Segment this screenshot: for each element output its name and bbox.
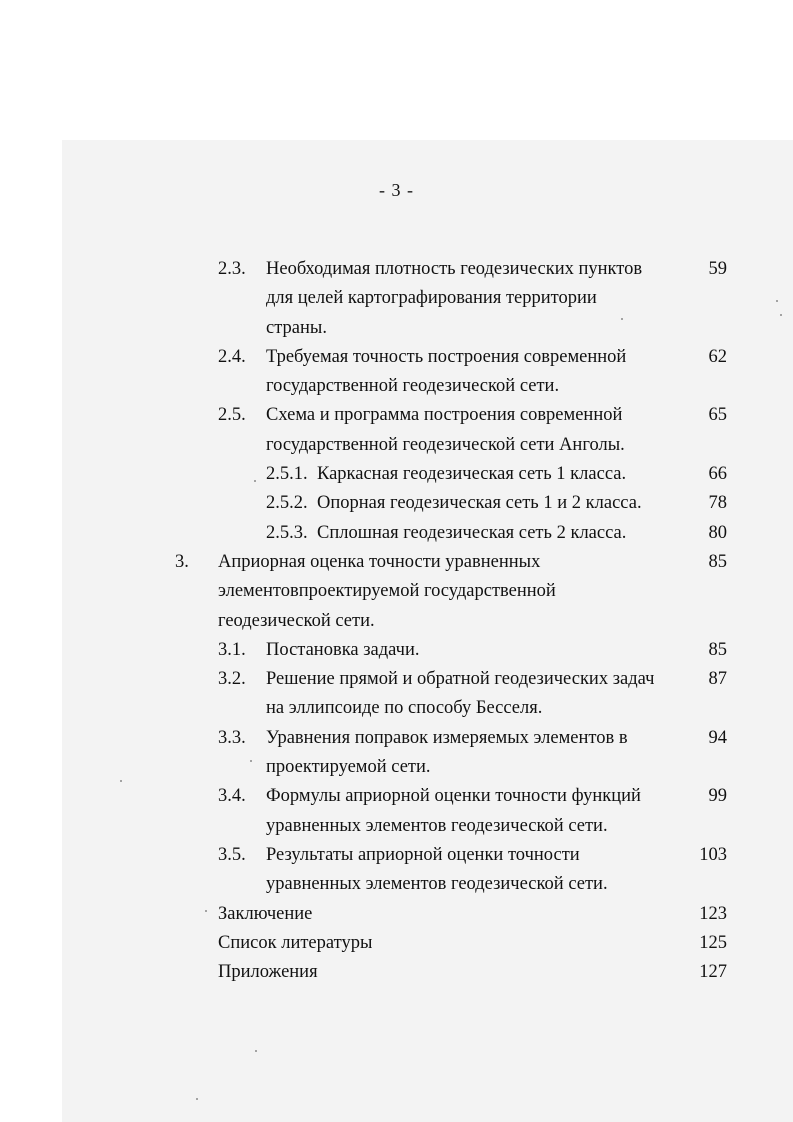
toc-entry-text: Результаты априорной оценки точности bbox=[266, 844, 580, 865]
toc-entry-text: геодезической сети. bbox=[218, 610, 375, 631]
toc-entry-text: Заключение bbox=[218, 903, 313, 924]
toc-entry-number: 2.5.3. bbox=[266, 522, 308, 543]
toc-entry-text: государственной геодезической сети. bbox=[266, 376, 560, 397]
toc-entry-number: 3.1. bbox=[218, 639, 246, 660]
toc-entry-text: Априорная оценка точности уравненных bbox=[218, 551, 541, 572]
toc-entry-number: 2.3. bbox=[218, 259, 246, 279]
toc-entry-3-2 bbox=[0, 665, 793, 724]
toc-entry-page: 85 bbox=[708, 551, 727, 572]
toc-entry-page: 127 bbox=[699, 962, 727, 983]
toc-entry-page: 62 bbox=[708, 346, 727, 367]
toc-entry-text: страны. bbox=[266, 317, 327, 338]
toc-entry-3-5 bbox=[0, 841, 793, 900]
toc-entry-2-4 bbox=[0, 343, 793, 402]
toc-entry-number: 3.4. bbox=[218, 786, 246, 807]
scan-speck bbox=[255, 1050, 257, 1052]
toc-entry-number: 3.2. bbox=[218, 669, 246, 690]
toc-entry-text: Уравнения поправок измеряемых элементов в bbox=[266, 727, 628, 748]
toc-entry-conclusion bbox=[0, 900, 793, 929]
toc-entry-page: 123 bbox=[699, 903, 727, 924]
toc-entry-page: 85 bbox=[708, 639, 727, 660]
toc-entry-page: 65 bbox=[708, 405, 727, 426]
toc-entry-text: Формулы априорной оценки точности функций bbox=[266, 786, 641, 807]
scan-speck bbox=[621, 318, 623, 320]
toc-entry-page: 94 bbox=[708, 727, 727, 748]
toc-entry-page: 87 bbox=[708, 669, 727, 690]
toc-entry-number: 3. bbox=[175, 551, 189, 572]
toc-entry-text: государственной геодезической сети Анголы. bbox=[266, 434, 625, 455]
page-number: - 3 - bbox=[379, 180, 414, 200]
toc-entry-2-5-2 bbox=[0, 489, 793, 518]
toc-entry-number: 2.5.1. bbox=[266, 464, 308, 485]
toc-entry-number: 3.3. bbox=[218, 727, 246, 748]
toc-entry-3-4 bbox=[0, 782, 793, 841]
toc-entry-text: Постановка задачи. bbox=[266, 639, 420, 660]
toc-entry-text: Необходимая плотность геодезических пунктов bbox=[266, 259, 643, 279]
toc-entry-appendices bbox=[0, 958, 793, 987]
toc-entry-text: Схема и программа построения современной bbox=[266, 405, 623, 426]
toc-entry-2-3 bbox=[0, 255, 793, 343]
toc-entry-page: 66 bbox=[708, 464, 727, 485]
toc-entry-page: 99 bbox=[708, 786, 727, 807]
toc-entry-page: 80 bbox=[708, 522, 727, 543]
table-of-contents bbox=[0, 255, 793, 987]
toc-entry-text: элементовпроектируемой государственной bbox=[218, 581, 556, 602]
scan-speck bbox=[254, 480, 256, 482]
toc-entry-page: 78 bbox=[708, 493, 727, 514]
toc-entry-3-1 bbox=[0, 636, 793, 665]
scan-speck bbox=[250, 760, 252, 762]
toc-entry-2-5-3 bbox=[0, 519, 793, 548]
toc-entry-3 bbox=[0, 548, 793, 636]
toc-entry-text: Список литературы bbox=[218, 932, 373, 953]
toc-entry-text: Приложения bbox=[218, 962, 318, 983]
scan-speck bbox=[205, 910, 207, 912]
toc-entry-text: на эллипсоиде по способу Бесселя. bbox=[266, 698, 543, 719]
toc-entry-references bbox=[0, 929, 793, 958]
toc-entry-2-5 bbox=[0, 401, 793, 460]
toc-entry-page: 59 bbox=[708, 259, 727, 279]
scan-speck bbox=[780, 314, 782, 316]
toc-entry-number: 2.5.2. bbox=[266, 493, 308, 514]
toc-entry-number: 2.4. bbox=[218, 346, 246, 367]
toc-entry-text: для целей картографирования территории bbox=[266, 288, 597, 309]
toc-entry-3-3 bbox=[0, 724, 793, 783]
toc-entry-text: уравненных элементов геодезической сети. bbox=[266, 874, 608, 895]
toc-entry-2-5-1 bbox=[0, 460, 793, 489]
toc-entry-number: 3.5. bbox=[218, 844, 246, 865]
toc-entry-text: Сплошная геодезическая сеть 2 класса. bbox=[317, 522, 627, 543]
toc-entry-text: Требуемая точность построения современной bbox=[266, 346, 627, 367]
toc-entry-text: Опорная геодезическая сеть 1 и 2 класса. bbox=[317, 493, 642, 514]
toc-entry-number: 2.5. bbox=[218, 405, 246, 426]
toc-entry-page: 103 bbox=[699, 844, 727, 865]
toc-entry-text: уравненных элементов геодезической сети. bbox=[266, 815, 608, 836]
scan-speck bbox=[776, 300, 778, 302]
scan-speck bbox=[196, 1098, 198, 1100]
toc-entry-page: 125 bbox=[699, 932, 727, 953]
toc-entry-text: проектируемой сети. bbox=[266, 757, 431, 778]
toc-entry-text: Решение прямой и обратной геодезических задач bbox=[266, 669, 655, 690]
toc-entry-text: Каркасная геодезическая сеть 1 класса. bbox=[317, 464, 627, 485]
scan-speck bbox=[120, 780, 122, 782]
